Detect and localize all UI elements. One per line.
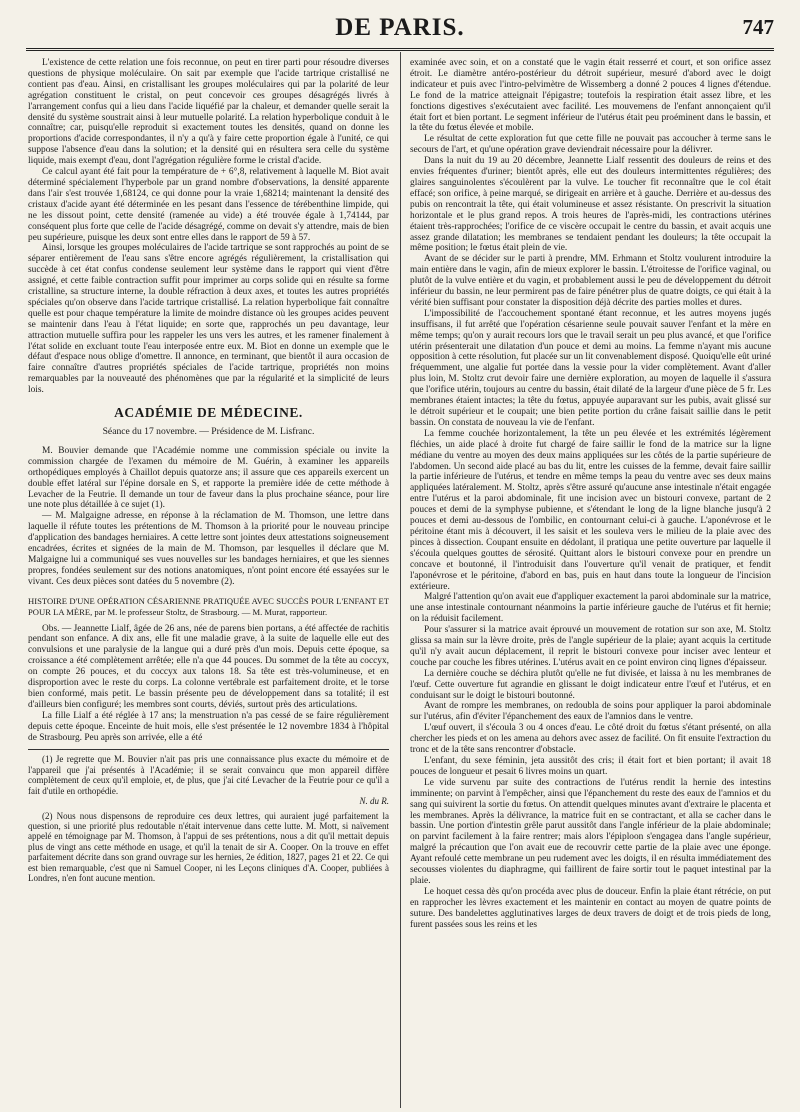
paragraph: Le hoquet cessa dès qu'on procéda avec plus de douceur. Enfin la plaie étant rétrécie, on put en rapprocher les lèvres exactement et les maintenir en contact au moyen de quatre points de suture. Des bandelettes agglutinatives larges de deux travers de doigt et de trois pieds de long, furent passées sous les reins et les [410,886,771,930]
paragraph: Le vide survenu par suite des contractions de l'utérus rendit la hernie des intestins imminente; on parvint à l'empêcher, ainsi que l'épanchement du reste des eaux de l'amnios et du sang qui suivirent la sortie du fœtus. On attendit quelques minutes avant d'extraire le placenta et les membranes. Après la délivrance, la matrice fuit en se contractant, et alla se cacher dans le bassin. Une portion d'intestin grêle parut aussitôt dans l'angle inférieur de la plaie abdominale; on parvint facilement à la faire rentrer; mais alors l'épiploon s'engagea dans l'angle supérieur, malgré la précaution que l'on avait eue de recouvrir cette partie de la plaie avec une éponge. Ayant refoulé cette membrane un peu rudement avec les doigts, il en résulta immédiatement des secousses violentes du diaphragme, qui faillirent de faire sortir tout le paquet intestinal par la plaie. [410,777,771,886]
paragraph: Le résultat de cette exploration fut que cette fille ne pouvait pas accoucher à terme sans le secours de l'art, et qu'une opération grave deviendrait nécessaire pour la délivrer. [410,134,771,156]
paragraph: Pour s'assurer si la matrice avait éprouvé un mouvement de rotation sur son axe, M. Stoltz glissa sa main sur la lèvre droite, près de l'angle supérieur de la plaie; ayant acquis la certitude qu'il n'y avait aucun déplacement, il reprit le bistouri convexe pour inciser avec lenteur et couche par couche les fibres utérines. L'utérus avait en ce point environ cinq lignes d'épaisseur. [410,625,771,668]
paragraph: Ce calcul ayant été fait pour la température de + 6°,8, relativement à laquelle M. Biot avait déterminé spécialement l'hyperbole par un grand nombre d'observations, la densité apparente dans l'air s'est trouvée 1,68124, ce qui donne pour la vraie 1,68214; maintenant la densité des cristaux d'acide ayant été déterminée en les pesant dans l'essence de térébenthine limpide, qui ne les dissout point, cette densité (ramenée au vide) a été trouvée égale à 1,74144, par conséquent plus forte que celle de l'acide désagrégé, comme on devait s'y attendre, mais de bien peu supérieure, puisque les deux sont entre elles dans le rapport de 59 à 57. [28,167,389,243]
page-number: 747 [742,15,774,39]
footnote-rule [28,749,389,750]
section-title: ACADÉMIE DE MÉDECINE. [114,405,303,421]
footnote-signature: N. du R. [359,796,389,807]
paragraph: L'impossibilité de l'accouchement spontané étant reconnue, et les autres moyens jugés insuffisans, il fut arrêté que l'opération césarienne seule pouvait sauver l'enfant et la mère en même temps; qu'on y aurait recours lors que le travail serait un peu plus avancé, et que l'orifice utérin présenterait une dilatation d'un pouce et demi au moins. La femme n'ayant mis aucune opposition à cette résolution, fut placée sur un lit convenablement disposé. Quoiqu'elle eût uriné fréquemment, une algalie fut portée dans la vessie pour la vider complètement. Avant d'aller plus loin, M. Stoltz crut devoir faire une dernière exploration, au moyen de laquelle il s'assura que l'orifice utérin, toujours au centre du bassin, était dilaté de la largeur d'une pièce de 5 fr. Les membranes étaient intactes; la tête du fœtus, appuyée auparavant sur les pubis, avait glissé sur le détroit supérieur et le coupait; une bien petite portion du crâne faisait saillie dans le petit bassin. On constata de nouveau la vie de l'enfant. [410,308,771,428]
paragraph: Obs. — Jeannette Lialf, âgée de 26 ans, née de parens bien portans, a été affectée de rachitis pendant son enfance. A dix ans, elle fit une maladie grave, à la suite de laquelle elle eut des convulsions et une paralysie de la langue qui a duré près d'un mois. Depuis cette époque, sa croissance a été complètement arrêtée; elle n'a que 44 pouces. Du sommet de la tête au coccyx, on compte 26 pouces, et du coccyx aux talons 18. Sa tête est très-volumineuse, et en disproportion avec le reste du corps. La colonne vertébrale est parfaitement droite, et le torse bien conformé, mais petit. Le bassin présente peu de développement dans sa totalité; il est d'ailleurs bien configuré; les membres sont courts, déviés, surtout près des articulations. [28,623,389,710]
right-column [410,58,771,1106]
paragraph: La dernière couche se déchira plutôt qu'elle ne fut divisée, et laissa à nu les membranes de l'œuf. Cette ouverture fut agrandie en glissant le doigt indicateur entre l'œuf et l'utérus, et en conduisant sur le doigt le bistouri boutonné. [410,668,771,701]
running-head: DE PARIS. [335,14,465,41]
paragraph: Dans la nuit du 19 au 20 décembre, Jeannette Lialf ressentit des douleurs de reins et des envies fréquentes d'uriner; bientôt après, elle eut des douleurs intermittentes régulières; des glaires sanguinolentes s'écoulèrent par la vulve. Le toucher fit reconnaître que le col était effacé; son orifice, à peine marqué, se dirigeait en arrière et à gauche. Derrière et au-dessus des pubis on rencontrait la tête, qui était volumineuse et assez résistante. On prescrivit la situation horizontale et le plus grand repos. A trois heures de l'après-midi, les contractions utérines étaient très-rapprochées; l'orifice de ce viscère occupait le centre du bassin, et avait acquis une assez grande dilatation; les membranes se tendaient pendant les douleurs; la tête occupait la même position; le fœtus était plein de vie. [410,156,771,254]
paragraph: Malgré l'attention qu'on avait eue d'appliquer exactement la paroi abdominale sur la matrice, une anse intestinale contournant néanmoins la partie inférieure gauche de l'utérus et fit hernie; on la réduisit facilement. [410,592,771,625]
paragraph: La fille Lialf a été réglée à 17 ans; la menstruation n'a pas cessé de se faire régulièrement depuis cette époque. Enceinte de huit mois, elle s'est présentée le 12 novembre 1834 à l'hôpital de Strasbourg. Peu après son arrivée, elle a été [28,710,389,743]
case-title: HISTOIRE D'UNE OPÉRATION CÉSARIENNE PRATIQUÉE AVEC SUCCÈS POUR L'ENFANT ET POUR LA MÈRE, par M. le professeur Stoltz, de Strasbourg. — M. Murat, rapporteur. [28,595,389,617]
paragraph: La femme couchée horizontalement, la tête un peu élevée et les extrémités légèrement fléchies, un aide placé à droite fut chargé de faire saillir le fond de la matrice sur la ligne médiane du ventre au moyen des deux mains appliquées sur les côtés de la partie supérieure de l'abdomen. Un second aide placé au bas du lit, entre les cuisses de la femme, devait faire saillir la partie inférieure de l'utérus, et tendre en même temps la peau du ventre avec ses deux mains appliquées latéralement. M. Stoltz, après s'être assuré qu'aucune anse intestinale n'était engagée entre l'utérus et la paroi abdominale, fit une incision avec un bistouri convexe, partant de 2 pouces et demi de la symphyse pubienne, et s'étendant le long de la ligne blanche jusqu'à 2 pouces et demi au-dessous de l'ombilic, en contournant celui-ci à gauche. L'aponévrose et le péritoine étant mis à découvert, il les saisit et les souleva vers le milieu de la plaie avec des pinces à dissection. Coupant ensuite en dédolant, il pratiqua une petite ouverture par laquelle il s'écoula quelques gouttes de sérosité. Quittant alors le bistouri convexe pour en prendre un concave et boutonné, il l'introduisit dans l'ouverture qu'il venait de pratiquer, et fendit l'aponévrose et le péritoine, d'abord en bas, puis en haut dans toute la longueur de l'incision extérieure. [410,428,771,592]
column-divider [400,52,401,1108]
paragraph: Ainsi, lorsque les groupes moléculaires de l'acide tartrique se sont rapprochés au point de se séparer entièrement de l'eau sans s'être encore agrégés régulièrement, la cristallisation qui succède à cet état confus condense seulement leur système dans le rapport qui vient d'être assigné, et cette faible contraction suffit pour imprimer au corps solide qui en résulte sa forme cristalline, sa structure interne, la double réfraction à deux axes, et toutes les autres propriétés spéciales qu'on observe dans l'acide tartrique cristallisé. La relation hyperbolique fait connaître quelle est pour chaque température la limite de moindre distance où les groupes acides peuvent se maintenir dans l'eau à l'état liquide; en sorte que, rapprochés un peu davantage, leur attraction mutuelle suffira pour les rappeler les uns vers les autres, et les ramener finalement à l'état solide en excluant toute l'eau interposée entre eux. M. Biot en donne un exemple que le défaut d'espace nous oblige d'omettre. Il annonce, en terminant, que bientôt il aura occasion de faire connaître d'autres propriétés spéciales de l'acide tartrique, propriétés non moins remarquables par la nouveauté des phénomènes que par la régularité et la simplicité de leurs lois. [28,243,389,396]
paragraph: examinée avec soin, et on a constaté que le vagin était resserré et court, et son orifice assez étroit. Le diamètre antéro-postérieur du détroit supérieur, mesuré d'abord avec le doigt indicateur et puis avec l'intro-pelvimètre de Wissemberg a donné 2 pouces 4 lignes d'étendue. Le fond de la matrice atteignait l'épigastre; toutefois la respiration était assez libre, et les fonctions digestives s'exécutaient avec facilité. Les mouvemens de l'enfant annonçaient qu'il était fort et bien portant. Le segment inférieur de l'utérus était peu proéminent dans le bassin, et la tête du fœtus élevée et mobile. [410,58,771,134]
page-header [26,10,774,50]
paragraph: L'œuf ouvert, il s'écoula 3 ou 4 onces d'eau. Le côté droit du fœtus s'étant présenté, on alla chercher les pieds et on les amena au dehors avec assez de facilité. On fit ensuite l'extraction du tronc et de la tête sans rencontrer d'obstacle. [410,723,771,756]
session-line: Séance du 17 novembre. — Présidence de M. Lisfranc. [102,426,315,437]
paragraph: — M. Malgaigne adresse, en réponse à la réclamation de M. Thomson, une lettre dans laquelle il réfute toutes les prétentions de M. Thomson à la priorité pour le nouveau principe d'application des bandages herniaires. A cette lettre sont jointes deux attestations soigneusement encadrées, écrites et signées de la main de M. Thomson, par lesquelles il déclare que M. Malgaigne lui a communiqué ses vues nouvelles sur les bandages herniaires, et que les siennes propres, fondées seulement sur des notions anatomiques, n'ont point encore été essayées sur le vivant. Ces deux pièces sont datées du 5 novembre (2). [28,511,389,587]
paragraph: L'enfant, du sexe féminin, jeta aussitôt des cris; il était fort et bien portant; il avait 18 pouces de longueur et pesait 6 livres moins un quart. [410,756,771,777]
left-column [28,58,389,1106]
paragraph: L'existence de cette relation une fois reconnue, on peut en tirer parti pour résoudre diverses questions de physique moléculaire. On sait par exemple que l'acide tartrique cristallisé ne contient pas d'eau. Ainsi, en cristallisant les groupes moléculaires qui par la polarité de leur agrégation constituent le cristal, on peut concevoir ces groupes désagrégés livrés à l'arrangement confus qui a lieu dans l'acide liquéfié par la chaleur, et demander quelle serait la densité du système soustrait ainsi à leur mutuelle polarité. La relation hyperbolique conduit à le connaître; car, puisqu'elle reproduit si exactement toutes les densités, quand on donne les proportions d'acide correspondantes, il n'y a qu'à y faire cette proportion égale à l'unité, ce qui suppose l'absence d'eau dans la solution; et la densité qui en résultera sera celle du système liquide, mais exempt d'eau, dont l'agrégation régulière forme le cristal d'acide. [28,58,389,167]
header-rule [26,48,774,51]
footnote: (2) Nous nous dispensons de reproduire ces deux lettres, qui auraient jugé parfaitement la question, si une priorité plus redoutable n'était intervenue dans cette lutte. M. Mott, si naïvement appelé en témoignage par M. Thomson, à l'appui de ses prétentions, nous a dit qu'il mettait depuis plus de vingt ans cette méthode en usage, et qu'il la tenait de sir A. Cooper. On la trouve en effet parfaitement décrite dans son grand ouvrage sur les hernies, 2e édition, 1827, pages 21 et 22. Ce qui est bien remarquable, c'est que ni Samuel Cooper, ni les Leçons cliniques d'A. Cooper, publiées à Londres, n'en font aucune mention. [28,810,389,883]
paragraph: M. Bouvier demande que l'Académie nomme une commission spéciale ou invite la commission chargée de l'examen du mémoire de M. Guérin, à examiner les appareils orthopédiques employés à Chaillot depuis quatorze ans; il assure que ces appareils exercent un double effet latéral sur l'épine dorsale en S, et rapporte la première idée de cette méthode à Levacher de la Feutrie. Il demande un tour de faveur dans la plus prochaine séance, pour lire une note plus détaillée à ce sujet (1). [28,445,389,511]
footnote: (1) Je regrette que M. Bouvier n'ait pas pris une connaissance plus exacte du mémoire et de l'appareil que j'ai présentés à l'Académie; il se serait convaincu que mon appareil diffère complètement de ceux qu'il emploie, et, de plus, que j'ai cité Levacher de la Feutrie pour ce qu'il a fait d'utile en orthopédie. [28,754,389,796]
paragraph: Avant de rompre les membranes, on redoubla de soins pour appliquer la paroi abdominale sur l'utérus, afin d'éviter l'épanchement des eaux de l'amnios dans le ventre. [410,701,771,723]
paragraph: Avant de se décider sur le parti à prendre, MM. Erhmann et Stoltz voulurent introduire la main entière dans le vagin, afin de mieux explorer le bassin. L'étroitesse de l'orifice vaginal, ou plutôt de la vulve entière et du vagin, et probablement aussi le peu de développement du détroit inférieur du bassin, ne leur permirent pas de faire pénétrer plus de quatre doigts, ce qui était à la vérité bien suffisant pour constater la disposition déjà décrite des parties molles et dures. [410,254,771,308]
